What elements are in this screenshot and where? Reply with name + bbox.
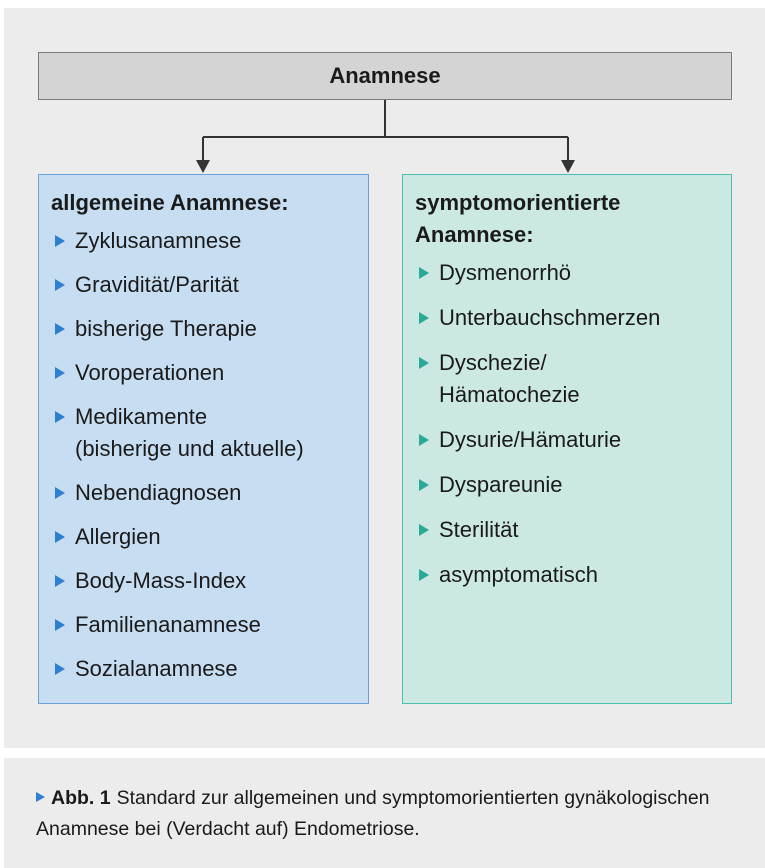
symptom-anamnesis-title-line1: symptomorientierte xyxy=(415,190,621,215)
symptom-anamnesis-list-item xyxy=(415,559,719,591)
symptom-anamnesis-list-item xyxy=(415,469,719,501)
figure-caption xyxy=(36,783,736,845)
triangle-bullet-icon xyxy=(419,357,429,369)
symptom-anamnesis-list-item xyxy=(415,514,719,546)
triangle-bullet-icon xyxy=(55,575,65,587)
symptom-anamnesis-list-item-text: Dysmenorrhö xyxy=(439,260,572,285)
symptom-anamnesis-list-item-text: Sterilität xyxy=(439,517,519,542)
triangle-bullet-icon xyxy=(55,235,65,247)
general-anamnesis-list-item xyxy=(51,313,356,345)
general-anamnesis-list xyxy=(51,225,356,685)
triangle-bullet-icon xyxy=(419,434,429,446)
triangle-bullet-icon xyxy=(419,569,429,581)
general-anamnesis-list-item-text: Medikamente xyxy=(75,404,208,429)
symptom-anamnesis-list-item-text: Dyspareunie xyxy=(439,472,563,497)
triangle-bullet-icon xyxy=(55,411,65,423)
symptom-anamnesis-list-item-text: Dyschezie/ xyxy=(439,350,547,375)
general-anamnesis-list-item xyxy=(51,357,356,389)
symptom-anamnesis-box xyxy=(402,174,732,704)
general-anamnesis-list-item-text: Zyklusanamnese xyxy=(75,228,242,253)
general-anamnesis-list-item-text: Body-Mass-Index xyxy=(75,568,247,593)
caption-label: Abb. 1 xyxy=(51,787,111,809)
caption-bullet-icon xyxy=(36,792,45,802)
triangle-bullet-icon xyxy=(55,367,65,379)
general-anamnesis-list-item xyxy=(51,269,356,301)
anamnese-header-box xyxy=(38,52,732,100)
general-anamnesis-list-item-text: Allergien xyxy=(75,524,161,549)
symptom-anamnesis-list-item-text: Hämatochezie xyxy=(439,382,580,407)
triangle-bullet-icon xyxy=(419,479,429,491)
anamnese-header-title: Anamnese xyxy=(329,63,441,88)
general-anamnesis-list-item xyxy=(51,653,356,685)
general-anamnesis-title: allgemeine Anamnese: xyxy=(51,190,289,215)
triangle-bullet-icon xyxy=(55,323,65,335)
triangle-bullet-icon xyxy=(55,279,65,291)
symptom-anamnesis-list-item xyxy=(415,347,719,411)
general-anamnesis-list-item xyxy=(51,565,356,597)
general-anamnesis-list-item-text: (bisherige und aktuelle) xyxy=(75,436,304,461)
caption-text: Standard zur allgemeinen und symptomorientierten gynäkologischen Anamnese bei (Verdacht auf) Endometriose. xyxy=(36,787,710,840)
symptom-anamnesis-title xyxy=(415,187,719,251)
symptom-anamnesis-list xyxy=(415,257,719,591)
symptom-anamnesis-list-item-text: asymptomatisch xyxy=(439,562,598,587)
general-anamnesis-box xyxy=(38,174,369,704)
general-anamnesis-list-item-text: bisherige Therapie xyxy=(75,316,257,341)
general-anamnesis-list-item xyxy=(51,477,356,509)
symptom-anamnesis-list-item xyxy=(415,257,719,289)
triangle-bullet-icon xyxy=(55,619,65,631)
symptom-anamnesis-list-item-text: Dysurie/Hämaturie xyxy=(439,427,622,452)
triangle-bullet-icon xyxy=(55,663,65,675)
general-anamnesis-list-item-text: Gravidität/Parität xyxy=(75,272,239,297)
triangle-bullet-icon xyxy=(419,524,429,536)
triangle-bullet-icon xyxy=(55,487,65,499)
symptom-anamnesis-title-line2: Anamnese: xyxy=(415,222,534,247)
triangle-bullet-icon xyxy=(419,312,429,324)
symptom-anamnesis-list-item xyxy=(415,424,719,456)
symptom-anamnesis-list-item-text: Unterbauchschmerzen xyxy=(439,305,661,330)
general-anamnesis-list-item xyxy=(51,521,356,553)
general-anamnesis-list-item-text: Familienanamnese xyxy=(75,612,261,637)
general-anamnesis-list-item xyxy=(51,609,356,641)
general-anamnesis-list-item xyxy=(51,225,356,257)
general-anamnesis-list-item-text: Sozialanamnese xyxy=(75,656,238,681)
triangle-bullet-icon xyxy=(419,267,429,279)
general-anamnesis-list-item xyxy=(51,401,356,465)
triangle-bullet-icon xyxy=(55,531,65,543)
general-anamnesis-list-item-text: Voroperationen xyxy=(75,360,225,385)
symptom-anamnesis-list-item xyxy=(415,302,719,334)
general-anamnesis-list-item-text: Nebendiagnosen xyxy=(75,480,242,505)
